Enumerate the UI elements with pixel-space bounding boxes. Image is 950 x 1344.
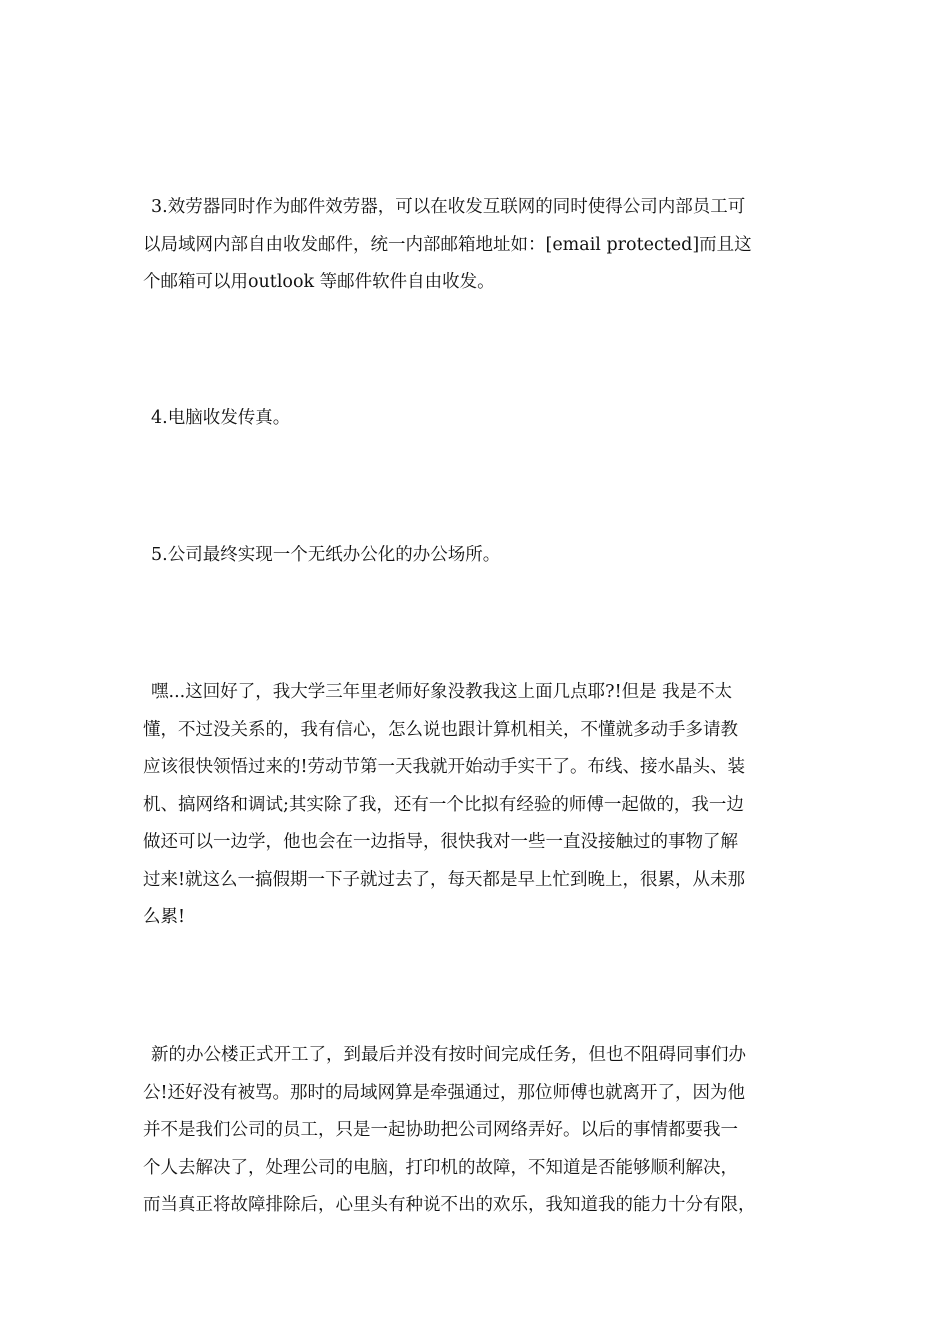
text-line: 个人去解决了，处理公司的电脑，打印机的故障，不知道是否能够顺利解决，	[143, 1157, 738, 1178]
text-line: 过来!就这么一搞假期一下子就过去了，每天都是早上忙到晚上，很累，从未那	[143, 869, 746, 890]
paragraph-labor-day	[143, 674, 816, 937]
text-line: 机、搞网络和调试;其实除了我，还有一个比拟有经验的师傅一起做的，我一边	[143, 794, 744, 815]
text-line: 以局域网内部自由收发邮件，统一内部邮箱地址如：[email protected]而且这	[143, 234, 752, 255]
text-line: 5.公司最终实现一个无纸办公化的办公场所。	[151, 545, 501, 565]
text-line: 4.电脑收发传真。	[151, 408, 291, 428]
text-line: 公!还好没有被骂。那时的局域网算是牵强通过，那位师傅也就离开了，因为他	[143, 1082, 746, 1103]
text-line: 并不是我们公司的员工，只是一起协助把公司网络弄好。以后的事情都要我一	[143, 1120, 738, 1140]
text-line: 懂，不过没关系的，我有信心，怎么说也跟计算机相关，不懂就多动手多请教	[143, 719, 738, 740]
paragraph-new-building	[143, 1037, 816, 1225]
text-line: 而当真正将故障排除后，心里头有种说不出的欢乐，我知道我的能力十分有限，	[143, 1195, 756, 1215]
text-line: 么累!	[143, 907, 186, 927]
text-line: 应该很快领悟过来的!劳动节第一天我就开始动手实干了。布线、接水晶头、装	[143, 757, 746, 777]
paragraph-item-3	[143, 189, 816, 302]
text-line: 做还可以一边学，他也会在一边指导，很快我对一些一直没接触过的事物了解	[143, 832, 738, 852]
text-line: 新的办公楼正式开工了，到最后并没有按时间完成任务，但也不阻碍同事们办	[151, 1045, 746, 1065]
text-line: 3.效劳器同时作为邮件效劳器，可以在收发互联网的同时使得公司内部员工可	[151, 197, 746, 217]
text-line: 个邮箱可以用outlook 等邮件软件自由收发。	[143, 272, 495, 292]
paragraph-item-5	[143, 537, 816, 575]
text-line: 嘿...这回好了，我大学三年里老师好象没教我这上面几点耶?!但是 我是不太	[151, 682, 733, 702]
paragraph-item-4	[143, 400, 816, 438]
